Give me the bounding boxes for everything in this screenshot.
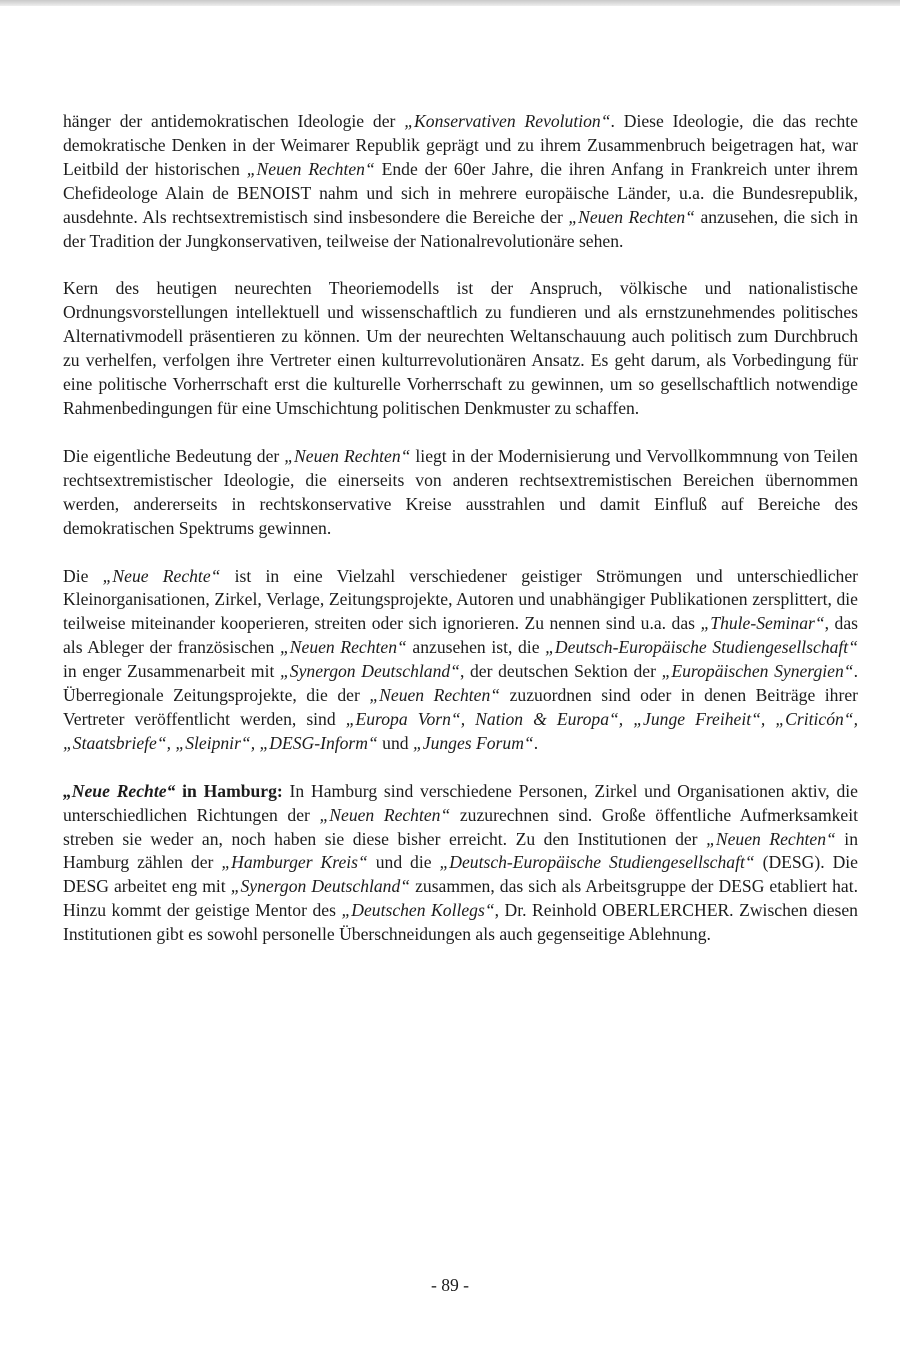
text-run: , Dr. Reinhold OBERLERCHER. Zwischen diesen Institutionen gibt es sowohl personelle Überschneidungen als auch gegenseitige Ablehnung. — [63, 900, 858, 945]
text-run: zuzuordnen sind oder in denen Beiträge ihrer Vertreter veröffentlicht werden, sind — [63, 685, 858, 729]
paragraph-significance — [63, 445, 858, 541]
italic-term: „Hamburger Kreis“ — [221, 852, 368, 873]
italic-term: „Deutsch-Europäische Studiengesellschaft“ — [545, 637, 858, 658]
italic-term: „Thule-Seminar“ — [700, 613, 825, 634]
italic-term: „Neue Rechte“ — [102, 565, 221, 586]
text-run: hänger der antidemokratischen Ideologie der — [63, 111, 405, 131]
italic-term: „Neuen Rechten“ — [369, 685, 501, 706]
bold-italic-term: „Neue Rechte“ — [63, 780, 176, 801]
text-run: Die eigentliche Bedeutung der — [63, 445, 285, 466]
italic-term: „Synergon Deutschland“ — [230, 876, 411, 897]
text-run: anzusehen, die sich in der Tradition der Jungkonservativen, teilweise der Nationalrevolutionäre sehen. — [63, 206, 858, 251]
text-run: Die — [63, 565, 103, 586]
italic-term: „Deutschen Kollegs“ — [341, 900, 495, 921]
page-number: - 89 - — [430, 1275, 470, 1295]
paragraph-theory-model — [63, 277, 858, 420]
text-run: In Hamburg sind verschiedene Personen, Zirkel und Organisationen aktiv, die unterschiedlichen Richtungen der — [63, 780, 858, 825]
italic-term: „Junges Forum“ — [412, 732, 534, 753]
italic-term: „Neuen Rechten“ — [706, 828, 836, 849]
paragraph-hamburg — [63, 780, 858, 947]
text-run: . — [533, 732, 539, 753]
italic-term: „Europa Vorn“, Nation & Europa“, „Junge Freiheit“, „Criticón“, „Staatsbriefe“, „Sleipnir“, „DESG-Inform“ — [63, 708, 858, 753]
text-run: zuzurechnen sind. Große öffentliche Aufmerksamkeit streben sie weder an, noch haben sie diese bisher erreicht. Zu den Institutionen der — [63, 804, 859, 849]
text-run: , das als Ableger der französischen — [63, 613, 858, 658]
italic-term: „Konservativen Revolution“ — [404, 111, 611, 131]
italic-term: „Neuen Rechten“ — [279, 637, 407, 658]
italic-term: „Neuen Rechten“ — [284, 445, 411, 466]
italic-term: „Synergon Deutschland“ — [280, 661, 460, 682]
text-run: . Diese Ideologie, die das rechte demokratische Denken in der Weimarer Republik geprägt und zu ihrem Zusammenbruch beigetragen hat, war Leitbild der historischen — [63, 111, 858, 179]
page-body — [63, 110, 858, 947]
text-run: ist in eine Vielzahl verschiedener geistiger Strömungen und unterschiedlicher Kleinorganisationen, Zirkel, Verlage, Zeitungsprojekte, Autoren und unabhängiger Publikationen zersplittert, die teilweise miteinander kooperieren, streiten oder sich ignorieren. Zu nennen sind u.a. das — [63, 565, 858, 634]
text-run: zusammen, das sich als Arbeitsgruppe der DESG etabliert hat. Hinzu kommt der geistige Mentor des — [63, 876, 858, 921]
bold-lead-text: in Hamburg: — [175, 780, 283, 801]
text-run: in Hamburg zählen der — [63, 828, 858, 873]
text-run: (DESG). Die DESG arbeitet eng mit — [63, 852, 858, 897]
italic-term: „Neuen Rechten“ — [319, 804, 451, 825]
italic-term: „Neuen Rechten“ — [568, 206, 695, 227]
text-run: und — [377, 732, 413, 753]
italic-term: „Europäischen Synergien“ — [661, 661, 854, 682]
paragraph-neue-rechte-origins — [63, 110, 858, 253]
text-run: Kern des heutigen neurechten Theoriemodells ist der Anspruch, völkische und nationalistische Ordnungsvorstellungen intellektuell und wissenschaftlich zu fundieren und als ernstzunehmendes politisches Alternativmodell präsentieren zu können. Um der neurechten Weltanschauung auch politisch zum Durchbruch zu verhelfen, verfolgen ihre Vertreter einen kulturrevolutionären Ansatz. Es geht darum, als Vorbedingung für eine politische Vorherrschaft erst die kulturelle Vorherrschaft zu gewinnen, um so gesellschaftlich notwendige Rahmenbedingungen für eine Umschichtung politischen Denkmuster zu schaffen. — [63, 278, 858, 418]
scan-top-edge — [0, 0, 900, 6]
text-run: . Überregionale Zeitungsprojekte, die der — [63, 661, 858, 706]
italic-term: „Deutsch-Europäische Studiengesellschaft“ — [439, 852, 755, 873]
text-run: liegt in der Modernisierung und Vervollkommnung von Teilen rechtsextremistischer Ideologie, die einerseits von anderen rechtsextremistischen Bereichen übernommen werden, andererseits in rechtskonservative Kreise ausstrahlen und damit Einfluß auf Bereiche des demokratischen Spektrums gewinnen. — [63, 445, 858, 538]
text-run: und die — [367, 852, 440, 873]
paragraph-fragmentation — [63, 565, 858, 756]
text-run: , der deutschen Sektion der — [459, 661, 662, 682]
text-run: in enger Zusammenarbeit mit — [63, 661, 281, 682]
text-run: anzusehen ist, die — [406, 637, 546, 658]
italic-term: „Neuen Rechten“ — [246, 158, 375, 179]
text-run: Ende der 60er Jahre, die ihren Anfang in Frankreich unter ihrem Chefideologe Alain de BENOIST nahm und sich in mehrere europäische Länder, u.a. die Bundesrepublik, ausdehnte. Als rechtsextremistisch sind insbesondere die Bereiche der — [63, 158, 858, 227]
